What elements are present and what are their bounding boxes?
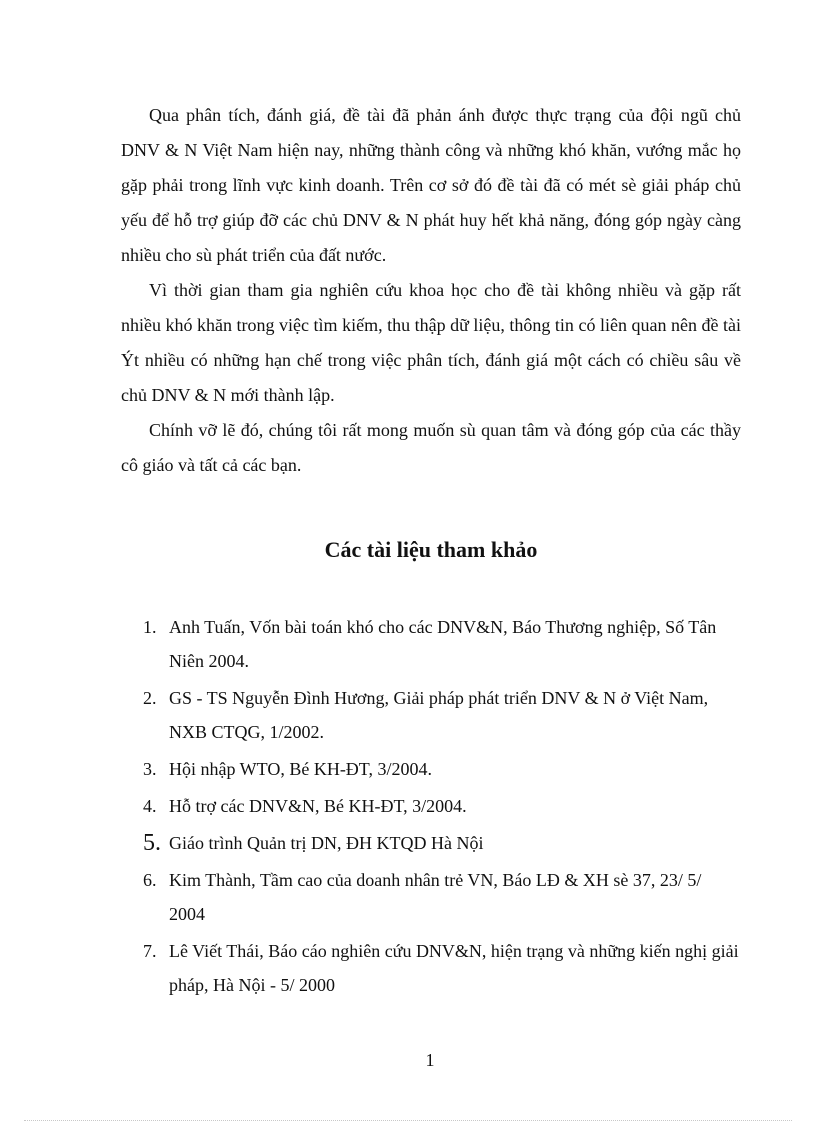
references-list bbox=[121, 610, 741, 1005]
reference-text: Giáo trình Quản trị DN, ĐH KTQD Hà Nội bbox=[169, 833, 484, 853]
reference-item bbox=[121, 752, 741, 786]
references-title: Các tài liệu tham khảo bbox=[324, 537, 538, 562]
reference-text: Kim Thành, Tầm cao của doanh nhân trẻ VN, Báo LĐ & XH sè 37, 23/ 5/ 2004 bbox=[169, 870, 702, 924]
reference-number: 1. bbox=[143, 617, 157, 637]
reference-text: Hỗ trợ các DNV&N, Bé KH-ĐT, 3/2004. bbox=[169, 796, 467, 816]
reference-number: 3. bbox=[143, 759, 157, 779]
reference-text: Anh Tuấn, Vốn bài toán khó cho các DNV&N, Báo Thương nghiệp, Số Tân Niên 2004. bbox=[169, 617, 717, 671]
conclusion-section bbox=[121, 98, 741, 483]
reference-number: 6. bbox=[143, 870, 157, 890]
reference-number: 2. bbox=[143, 688, 157, 708]
reference-item bbox=[121, 863, 741, 931]
reference-item bbox=[121, 610, 741, 678]
footer-divider bbox=[24, 1120, 792, 1121]
paragraph-summary: Qua phân tích, đánh giá, đề tài đã phản ánh được thực trạng của đội ngũ chủ DNV & N Việt Nam hiện nay, những thành công và những khó khăn, vướng mắc họ gặp phải trong lĩnh vực kinh doanh. Trên cơ sở đó đề tài đã có mét sè giải pháp chủ yếu để hỗ trợ giúp đỡ các chủ DNV & N phát huy hết khả năng, đóng góp ngày càng nhiều cho sù phát triển của đất nước. bbox=[121, 105, 741, 265]
reference-item bbox=[121, 681, 741, 749]
reference-number: 4. bbox=[143, 796, 157, 816]
reference-item bbox=[121, 826, 741, 860]
reference-number: 5. bbox=[143, 830, 161, 856]
reference-number: 7. bbox=[143, 941, 157, 961]
paragraph-limitations: Vì thời gian tham gia nghiên cứu khoa học cho đề tài không nhiều và gặp rất nhiều khó khăn trong việc tìm kiếm, thu thập dữ liệu, thông tin có liên quan nên đề tài Ýt nhiều có những hạn chế trong việc phân tích, đánh giá một cách có chiều sâu về chủ DNV & N mới thành lập. bbox=[121, 280, 741, 405]
reference-text: Hội nhập WTO, Bé KH-ĐT, 3/2004. bbox=[169, 759, 432, 779]
reference-text: GS - TS Nguyễn Đình Hương, Giải pháp phát triển DNV & N ở Việt Nam, NXB CTQG, 1/2002. bbox=[169, 688, 709, 742]
page-number: 1 bbox=[425, 1050, 435, 1070]
reference-item bbox=[121, 934, 741, 1002]
reference-text: Lê Viết Thái, Báo cáo nghiên cứu DNV&N, hiện trạng và những kiến nghị giải pháp, Hà Nội - 5/ 2000 bbox=[169, 941, 739, 995]
reference-item bbox=[121, 789, 741, 823]
paragraph-request: Chính vỡ lẽ đó, chúng tôi rất mong muốn sù quan tâm và đóng góp của các thầy cô giáo và tất cả các bạn. bbox=[121, 420, 741, 475]
